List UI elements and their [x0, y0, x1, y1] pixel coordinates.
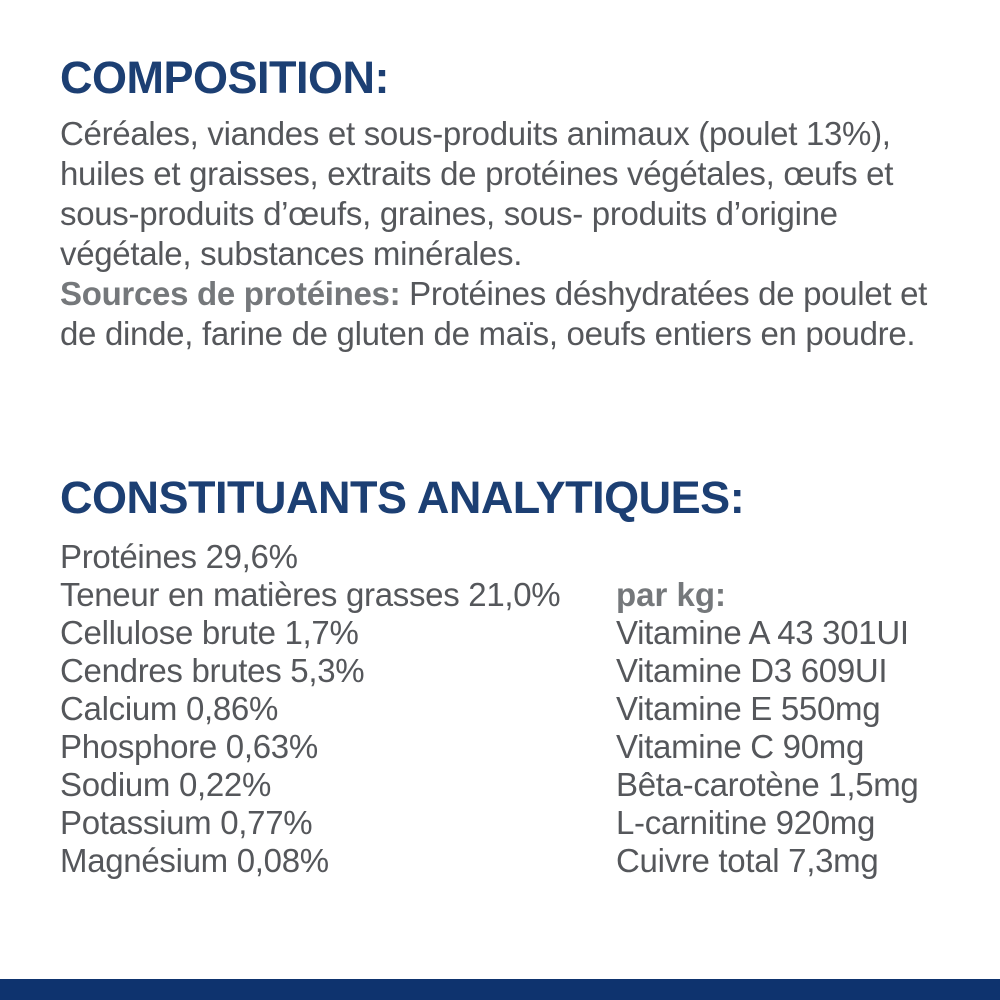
- analytic-item-vitamine-e: Vitamine E 550mg: [616, 690, 881, 727]
- analytic-item-potassium: Potassium 0,77%: [60, 804, 313, 841]
- analytic-item-magnesium: Magnésium 0,08%: [60, 842, 329, 879]
- analytic-item-matieres-grasses: Teneur en matières grasses 21,0%: [60, 576, 561, 613]
- analytic-item-phosphore: Phosphore 0,63%: [60, 728, 318, 765]
- protein-sources-text: Protéines déshydratées de poulet et de dinde, farine de gluten de maïs, oeufs entiers en poudre.: [60, 275, 928, 352]
- analytic-item-cellulose: Cellulose brute 1,7%: [60, 614, 359, 651]
- composition-ingredients-text: Céréales, viandes et sous-produits animaux (poulet 13%), huiles et graisses, extraits de protéines végétales, œufs et sous-produits d’œufs, graines, sous- produits d’origine végétale, substances minérales.: [60, 115, 894, 272]
- analytic-item-cuivre-total: Cuivre total 7,3mg: [616, 842, 879, 879]
- analytic-item-vitamine-a: Vitamine A 43 301UI: [616, 614, 909, 651]
- analytics-right-column: [616, 576, 942, 880]
- composition-heading: COMPOSITION:: [60, 52, 389, 103]
- analytic-item-cendres: Cendres brutes 5,3%: [60, 652, 365, 689]
- analytical-constituents-heading: CONSTITUANTS ANALYTIQUES:: [60, 472, 745, 523]
- analytical-constituents-columns: [60, 538, 942, 880]
- analytics-left-column: [60, 538, 616, 880]
- per-kg-label: par kg:: [616, 576, 727, 613]
- analytic-item-calcium: Calcium 0,86%: [60, 690, 279, 727]
- analytic-item-l-carnitine: L-carnitine 920mg: [616, 804, 876, 841]
- analytic-item-sodium: Sodium 0,22%: [60, 766, 272, 803]
- analytic-item-beta-carotene: Bêta-carotène 1,5mg: [616, 766, 919, 803]
- bottom-navy-bar: [0, 979, 1000, 1000]
- analytic-item-vitamine-d3: Vitamine D3 609UI: [616, 652, 888, 689]
- analytic-item-vitamine-c: Vitamine C 90mg: [616, 728, 865, 765]
- analytic-item-proteines: Protéines 29,6%: [60, 538, 298, 575]
- composition-paragraph: [60, 114, 942, 354]
- protein-sources-label: Sources de protéines:: [60, 275, 401, 312]
